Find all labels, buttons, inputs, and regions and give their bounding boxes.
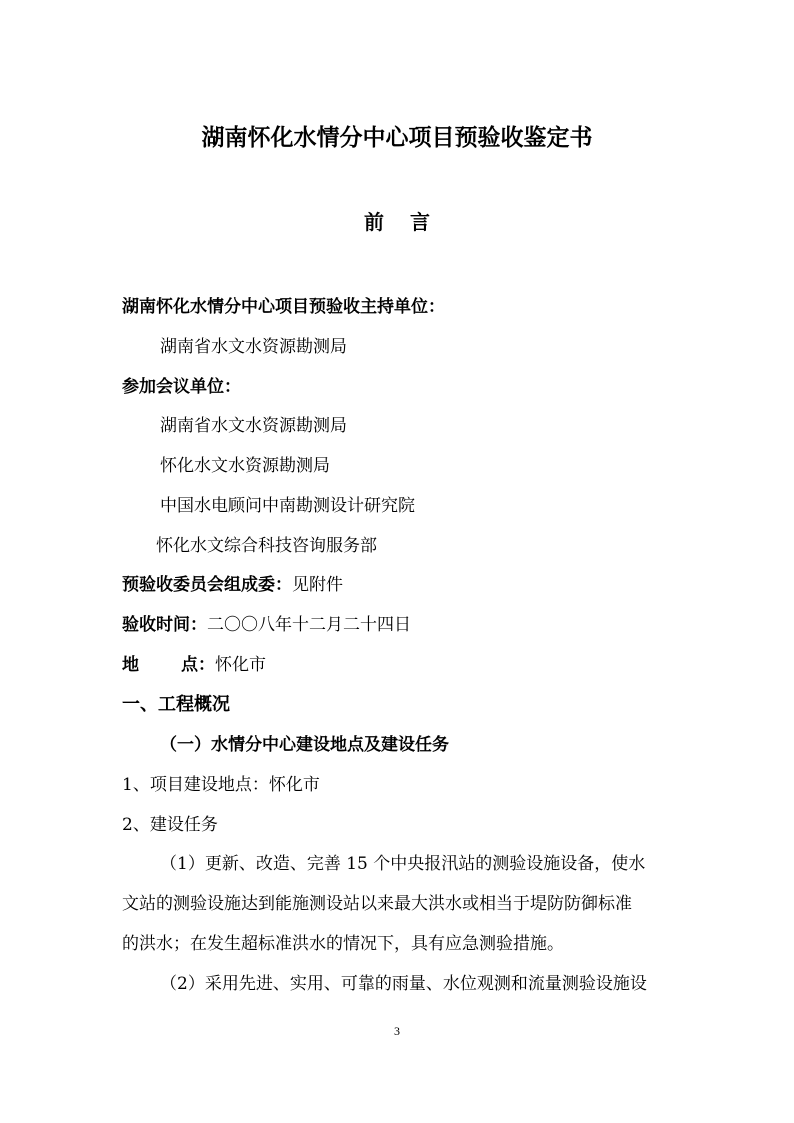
section1-heading: 一、工程概况: [122, 694, 230, 715]
participants-label: 参加会议单位：: [122, 377, 241, 397]
participant-item: 中国水电顾问中南勘测设计研究院: [160, 496, 415, 516]
time-value: 二〇〇八年十二月二十四日: [207, 615, 411, 635]
participant-item: 怀化水文水资源勘测局: [160, 456, 330, 476]
host-unit-label: 湖南怀化水情分中心项目预验收主持单位：: [122, 297, 445, 317]
preface-heading: [0, 209, 794, 235]
participant-item: 湖南省水文水资源勘测局: [160, 416, 347, 436]
committee-label: 预验收委员会组成委：: [122, 575, 292, 595]
time-label: 验收时间：: [122, 615, 207, 635]
para1-line1: （1）更新、改造、完善 15 个中央报汛站的测验设施设备，使水: [160, 854, 646, 874]
host-unit-value: 湖南省水文水资源勘测局: [160, 337, 347, 357]
subsection1-heading: （一）水情分中心建设地点及建设任务: [160, 735, 449, 755]
place-row: [122, 654, 266, 676]
place-value: 怀化市: [215, 655, 266, 675]
page-number: 3: [394, 1024, 400, 1038]
time-row: [122, 614, 411, 636]
para2-line1: （2）采用先进、实用、可靠的雨量、水位观测和流量测验设施设: [160, 974, 647, 994]
place-label-1: 地: [122, 655, 139, 675]
document-title: 湖南怀化水情分中心项目预验收鉴定书: [201, 124, 593, 151]
para1-line3: 的洪水；在发生超标准洪水的情况下，具有应急测验措施。: [122, 934, 564, 954]
place-label-2: 点：: [181, 655, 215, 675]
committee-row: [122, 574, 343, 596]
committee-value: 见附件: [292, 575, 343, 595]
participant-item: 怀化水文综合科技咨询服务部: [156, 536, 377, 556]
item1: 1、项目建设地点：怀化市: [122, 775, 320, 795]
item2: 2、建设任务: [122, 815, 218, 835]
preface-heading-char1: 前: [364, 210, 384, 234]
para1-line2: 文站的测验设施达到能施测设站以来最大洪水或相当于堤防防御标准: [122, 894, 632, 914]
preface-heading-char2: 言: [410, 210, 430, 234]
